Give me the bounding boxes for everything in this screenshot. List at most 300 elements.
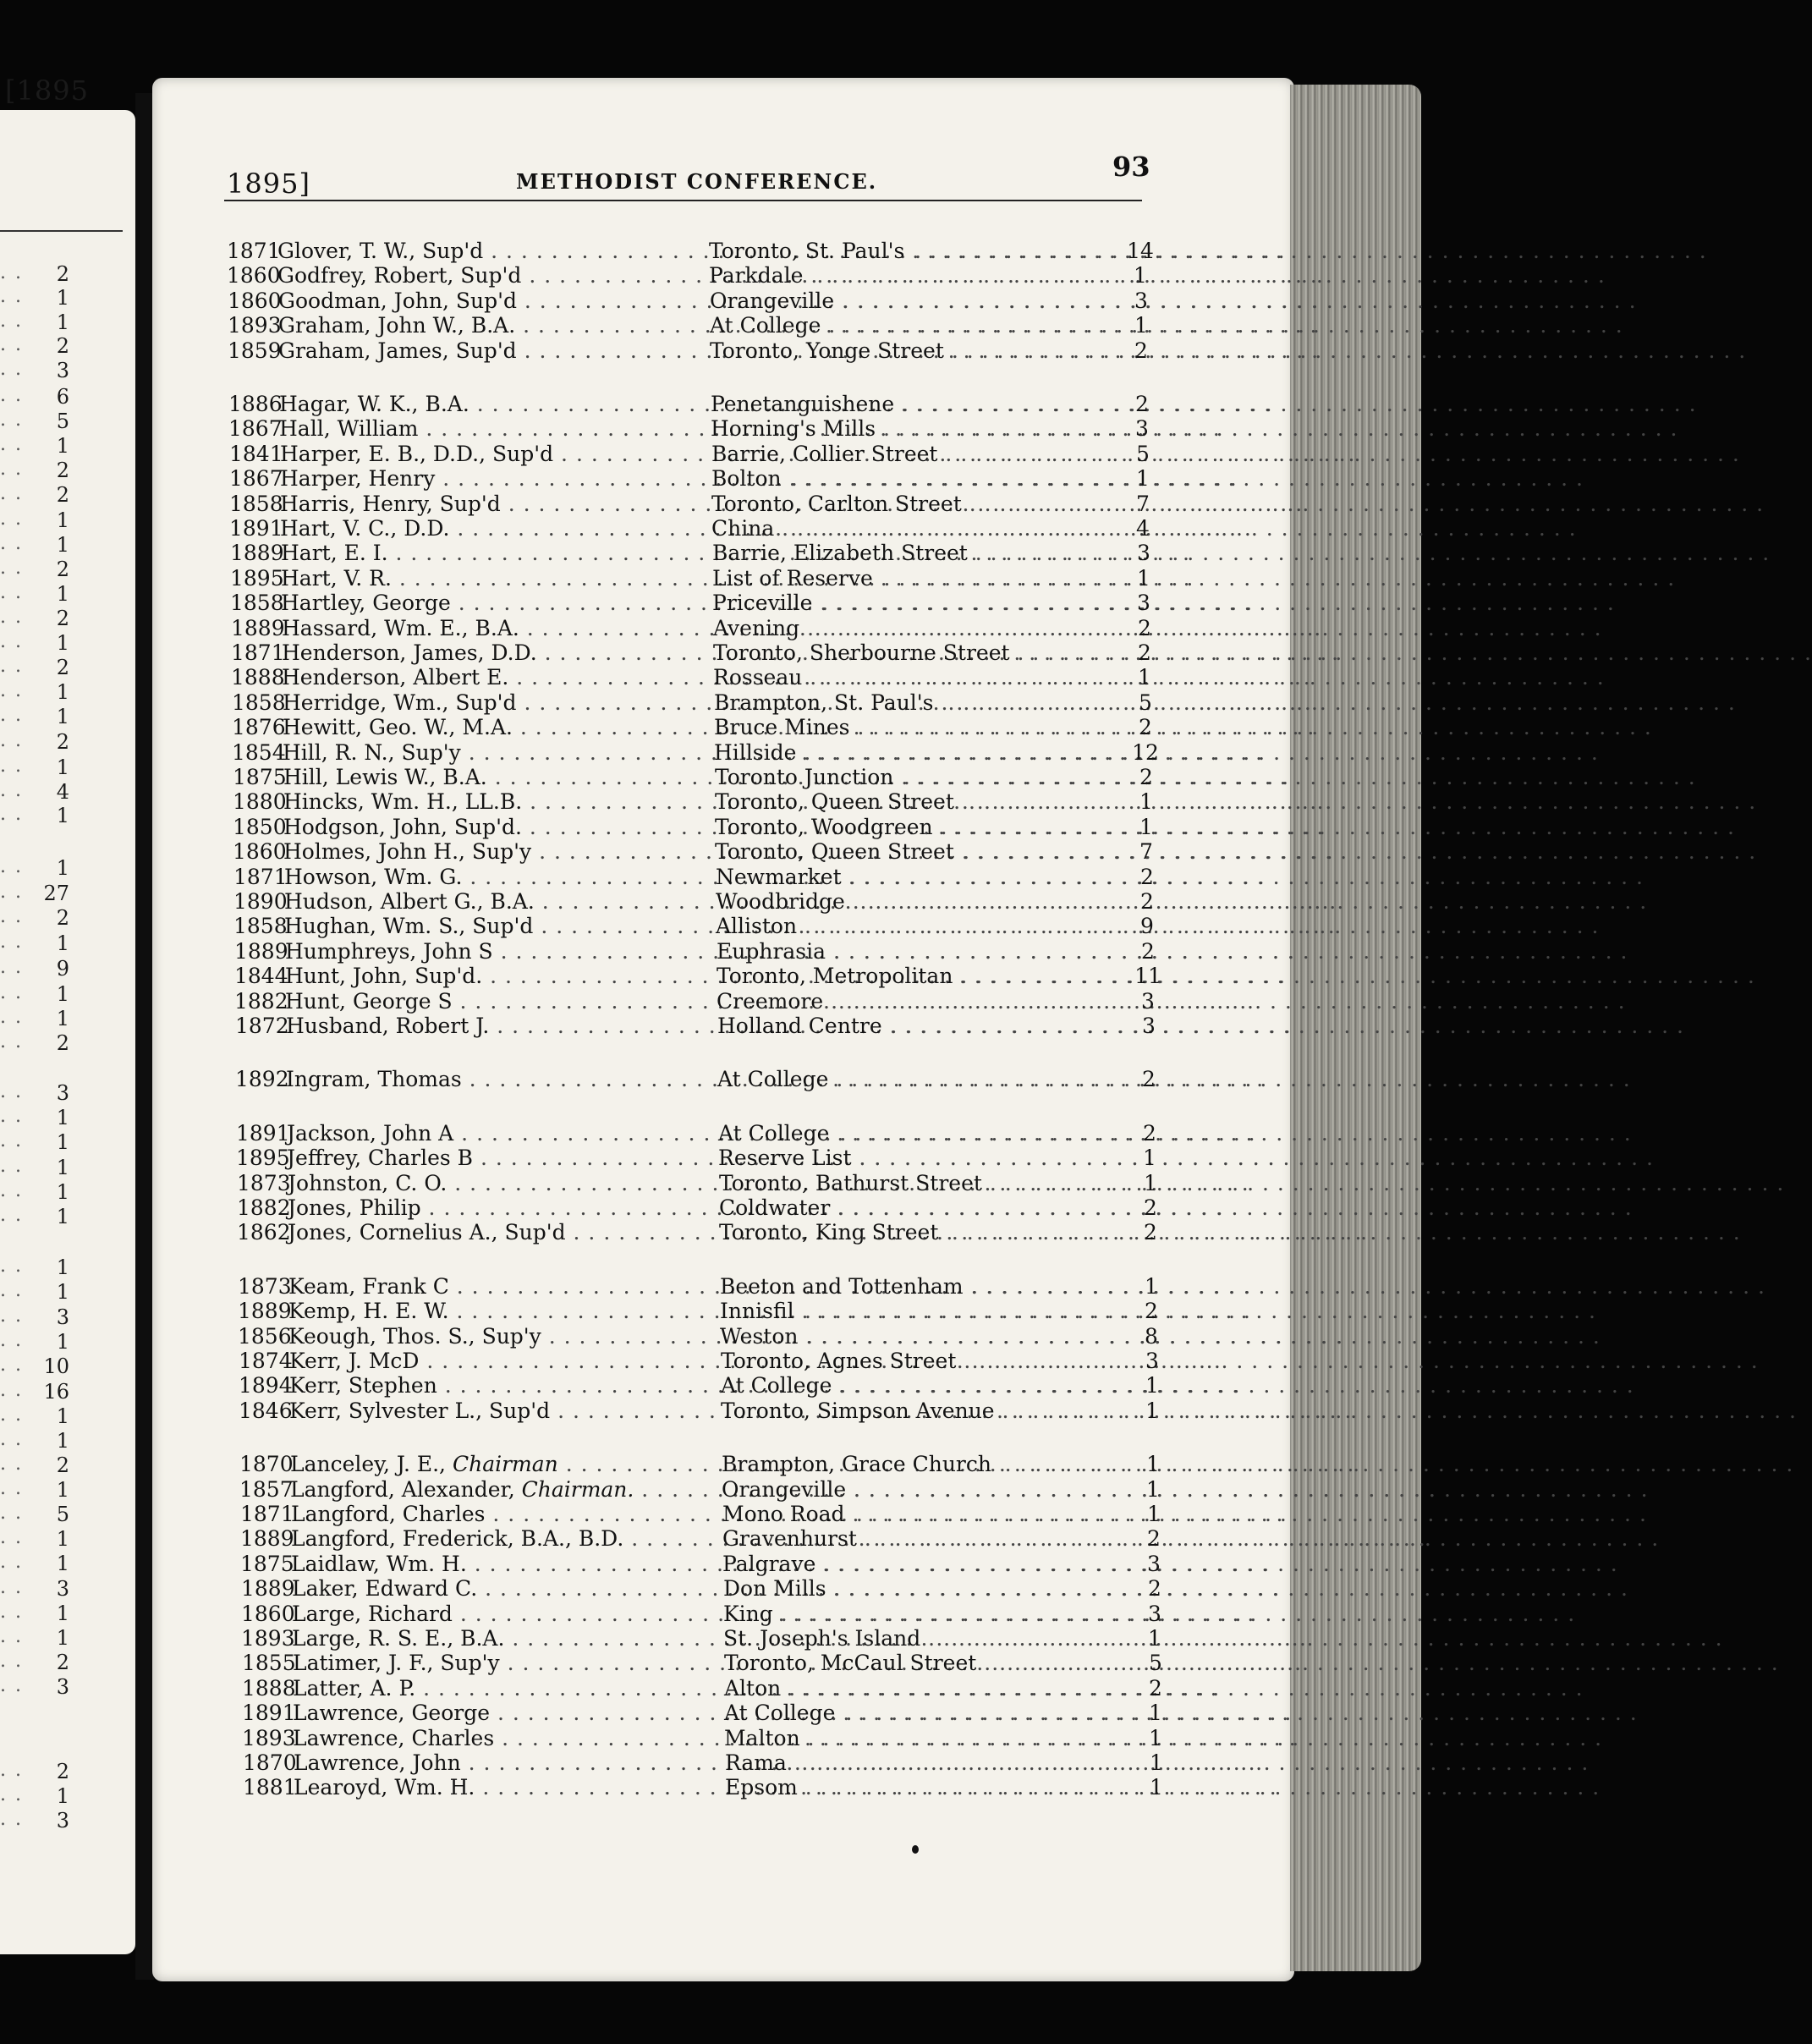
entry-row [229, 516, 1150, 541]
left-years-number: 1 [56, 1478, 69, 1502]
entry-station: Toronto, Metropolitan . . . [717, 964, 1106, 989]
entry-years: 1 [1138, 665, 1151, 690]
entry-row [237, 1220, 1157, 1245]
left-years-number: 3 [56, 1675, 69, 1699]
entry-year: 1855 [242, 1651, 296, 1676]
left-years-number: 1 [56, 434, 69, 458]
left-years-number: 9 [56, 957, 69, 981]
entry-year: 1858 [233, 914, 288, 939]
entry-station: Mono Road . . . [722, 1502, 1112, 1527]
entry-name: Goodman, John, Sup'd . . . [278, 288, 735, 314]
left-years-number: 3 [56, 1081, 69, 1105]
entry-station: Beeton and Tottenham . . . [720, 1274, 1109, 1299]
entry-name: Keough, Thos. S., Sup'y . . . [288, 1324, 745, 1349]
entry-station: At College . . . [721, 1373, 1110, 1398]
entry-year: 1889 [230, 541, 284, 566]
entry-name: Kerr, J. McD . . . [289, 1349, 746, 1374]
entry-years: 1 [1134, 263, 1147, 288]
entry-station: Alton . . . [724, 1676, 1113, 1701]
entry-name: Humphreys, John S . . . [285, 939, 742, 964]
left-leader-dots: . . [0, 1380, 23, 1401]
entry-row [242, 1725, 1162, 1751]
entry-row [234, 964, 1161, 989]
entry-name: Large, R. S. E., B.A. . . . [292, 1626, 749, 1651]
entry-years: 7 [1136, 491, 1150, 516]
entry-year: 1858 [229, 491, 283, 516]
entry-row [227, 263, 1147, 288]
entry-name: Hart, V. R. . . . [281, 566, 738, 591]
entry-station: China . . . [711, 516, 1101, 541]
entry-years: 1 [1150, 1775, 1163, 1800]
entry-years: 2 [1138, 615, 1151, 640]
left-years-number: 1 [56, 931, 69, 955]
entry-row [230, 541, 1150, 566]
left-years-number: 2 [56, 1031, 69, 1055]
entry-name: Godfrey, Robert, Sup'd . . . [277, 263, 734, 288]
entry-station: Coldwater . . . [719, 1195, 1108, 1221]
entry-station: At College . . . [710, 313, 1099, 338]
left-years-number: 2 [56, 459, 69, 482]
left-leader-dots: . . [0, 705, 23, 726]
left-years-number: 2 [56, 334, 69, 358]
entry-name: Howson, Wm. G. . . . [284, 865, 741, 890]
entry-year: 1874 [239, 1349, 293, 1373]
entry-name: Lanceley, J. E., Chairman . . . [290, 1452, 747, 1477]
entry-name: Harris, Henry, Sup'd . . . [280, 492, 737, 517]
entry-station: Barrie, Collier Street . . . [711, 442, 1101, 467]
entry-station: Innisfil . . . [720, 1299, 1109, 1324]
entry-name: Jeffrey, Charles B . . . [287, 1146, 744, 1171]
left-years-number: 1 [56, 1256, 69, 1279]
entry-name: Hassard, Wm. E., B.A. . . . [282, 616, 739, 641]
entry-years: 2 [1144, 1195, 1157, 1220]
entry-row [233, 789, 1153, 815]
left-leader-dots: . . [0, 1031, 23, 1052]
entry-name: Large, Richard . . . [292, 1602, 749, 1627]
left-years-number: 1 [56, 680, 69, 704]
entry-row [230, 565, 1150, 591]
entry-row [228, 338, 1148, 364]
left-years-number: 1 [56, 1527, 69, 1551]
left-leader-dots: . . [0, 1602, 23, 1623]
entry-station: Parkdale . . . [709, 263, 1098, 288]
left-leader-dots: . . [0, 1205, 23, 1226]
left-leader-dots: . . [0, 459, 23, 480]
left-leader-dots: . . [0, 508, 23, 530]
entry-station: Gravenhurst . . . [722, 1526, 1112, 1552]
entry-years: 8 [1145, 1323, 1158, 1349]
entry-station: Horning's Mills . . . [711, 416, 1100, 442]
left-leader-dots: . . [0, 310, 23, 332]
left-leader-dots: . . [0, 434, 23, 455]
left-years-number: 3 [56, 359, 69, 382]
entry-station: Reserve List . . . [718, 1146, 1107, 1171]
entry-years: 2 [1148, 1576, 1161, 1602]
entry-years: 2 [1135, 392, 1149, 416]
page-header-title: METHODIST CONFERENCE. [516, 169, 878, 194]
entry-row [228, 313, 1148, 338]
entry-year: 1870 [239, 1452, 294, 1477]
entry-row [229, 466, 1150, 492]
entry-year: 1893 [242, 1725, 296, 1750]
left-leader-dots: . . [0, 1577, 23, 1598]
entry-year: 1890 [233, 889, 288, 914]
entry-years: 1 [1145, 1398, 1159, 1423]
left-leader-dots: . . [0, 756, 23, 777]
entry-name: Graham, James, Sup'd . . . [278, 338, 735, 364]
entry-year: 1854 [232, 739, 286, 765]
left-leader-dots: . . [0, 1527, 23, 1548]
left-leader-dots: . . [0, 1280, 23, 1301]
entry-year: 1889 [240, 1526, 294, 1552]
entry-station: Toronto, Queen Street . . . [715, 789, 1104, 815]
entry-station: Toronto, Bathurst Street . . . [719, 1171, 1108, 1196]
entry-name: Jones, Philip . . . [288, 1195, 744, 1221]
left-leader-dots: . . [0, 1478, 23, 1499]
left-leader-dots: . . [0, 1305, 23, 1327]
entry-row [240, 1551, 1161, 1577]
left-years-number: 1 [56, 804, 69, 827]
entry-station: Toronto Junction . . . [715, 765, 1104, 790]
entry-row [240, 1502, 1161, 1527]
entry-row [234, 938, 1155, 964]
entry-station: Bolton . . . [711, 466, 1101, 492]
entry-year: 1860 [241, 1601, 295, 1626]
entry-row [237, 1195, 1157, 1221]
entry-year: 1871 [231, 640, 285, 665]
entry-station: Orangeville . . . [710, 288, 1099, 314]
entry-row [232, 739, 1159, 766]
left-leader-dots: . . [0, 680, 23, 701]
left-years-number: 3 [56, 1577, 69, 1601]
entry-year: 1871 [227, 239, 281, 263]
entry-year: 1872 [235, 1014, 289, 1038]
left-leader-dots: . . [0, 533, 23, 554]
entry-station: Rosseau . . . [713, 665, 1102, 690]
entry-row [238, 1323, 1158, 1349]
entry-row [228, 288, 1148, 314]
left-leader-dots: . . [0, 1651, 23, 1672]
left-leader-dots: . . [0, 656, 23, 677]
entry-row [233, 839, 1153, 865]
entry-station: Toronto, Agnes Street . . . [721, 1349, 1110, 1374]
entry-station: Alliston . . . [716, 914, 1105, 939]
entry-station: Epsom . . . [725, 1775, 1114, 1800]
left-years-number: 3 [56, 1809, 69, 1832]
entry-name: Harper, Henry . . . [280, 466, 737, 492]
entry-station: Toronto, Carlton Street . . . [711, 492, 1101, 517]
entry-year: 1891 [242, 1701, 296, 1726]
entry-row [243, 1750, 1163, 1776]
entry-year: 1873 [237, 1170, 291, 1195]
entry-year: 1886 [228, 392, 283, 416]
left-leader-dots: . . [0, 780, 23, 801]
left-years-number: 1 [56, 756, 69, 779]
left-years-number: 1 [56, 856, 69, 880]
entry-station: Toronto, St. Paul's . . . [709, 239, 1098, 264]
left-leader-dots: . . [0, 409, 23, 431]
entry-year: 1844 [234, 964, 288, 989]
entry-years: 3 [1137, 591, 1150, 616]
left-years-number: 2 [56, 656, 69, 679]
entry-years: 2 [1145, 1299, 1158, 1324]
left-leader-dots: . . [0, 1180, 23, 1201]
left-leader-dots: . . [0, 1130, 23, 1151]
entry-year: 1889 [231, 615, 285, 640]
entry-row [229, 441, 1150, 467]
entry-station: At College . . . [717, 1067, 1106, 1092]
entry-name: Henderson, Albert E. . . . [282, 665, 739, 690]
entry-years: 1 [1139, 789, 1153, 815]
entry-name: Kemp, H. E. W. . . . [288, 1299, 745, 1324]
entry-name: Lawrence, Charles . . . [293, 1726, 750, 1751]
left-years-number: 1 [56, 1280, 69, 1304]
entry-years: 2 [1134, 338, 1148, 363]
left-years-number: 1 [56, 1205, 69, 1228]
left-leader-dots: . . [0, 483, 23, 504]
entry-years: 5 [1136, 441, 1150, 466]
entry-year: 1891 [236, 1120, 290, 1146]
entry-name: Hart, E. I. . . . [281, 541, 738, 566]
left-leader-dots: . . [0, 607, 23, 628]
entry-year: 1860 [233, 839, 287, 865]
left-years-number: 1 [56, 508, 69, 532]
entry-years: 3 [1141, 988, 1155, 1014]
entry-name: Hall, William . . . [279, 416, 736, 442]
entry-station: Barrie, Elizabeth Street . . . [712, 541, 1101, 566]
entry-years: 1 [1146, 1476, 1160, 1502]
left-leader-dots: . . [0, 1429, 23, 1450]
entry-name: Hudson, Albert G., B.A. . . . [284, 889, 741, 915]
entry-year: 1867 [229, 466, 283, 492]
left-years-number: 1 [56, 982, 69, 1006]
entry-row [242, 1675, 1162, 1701]
entry-years: 3 [1142, 1014, 1156, 1038]
left-years-number: 1 [56, 1330, 69, 1354]
entry-name: Husband, Robert J. . . . [286, 1014, 743, 1039]
entry-name: Hincks, Wm. H., LL.B. . . . [283, 789, 740, 815]
entry-name: Kerr, Sylvester L., Sup'd . . . [289, 1398, 746, 1424]
entry-years: 7 [1139, 839, 1153, 865]
entry-year: 1841 [229, 441, 283, 466]
entry-name: Laidlaw, Wm. H. . . . [291, 1552, 748, 1577]
entry-name: Latter, A. P. . . . [293, 1676, 750, 1701]
entry-years: 5 [1149, 1651, 1162, 1676]
left-page-rule [0, 230, 123, 232]
entry-years: 1 [1136, 466, 1150, 492]
left-years-number: 1 [56, 1156, 69, 1179]
left-leader-dots: . . [0, 856, 23, 877]
left-years-number: 5 [56, 409, 69, 433]
entry-station: Toronto, Queen Street . . . [715, 839, 1104, 865]
left-leader-dots: . . [0, 882, 23, 903]
entry-years: 2 [1142, 1067, 1156, 1092]
left-years-number: 2 [56, 262, 69, 286]
entry-station: Rama . . . [725, 1750, 1114, 1776]
left-leader-dots: . . [0, 1760, 23, 1781]
entry-station: Palgrave . . . [722, 1552, 1112, 1577]
entry-year: 1882 [234, 988, 288, 1014]
entry-year: 1895 [230, 565, 284, 591]
entry-row [228, 392, 1149, 417]
entry-row [239, 1398, 1159, 1424]
entry-years: 4 [1136, 516, 1150, 541]
entry-row [236, 1120, 1156, 1146]
left-page-header: [1895 [5, 74, 89, 107]
entry-years: 2 [1143, 1120, 1156, 1146]
entry-years: 1 [1147, 1502, 1161, 1526]
left-years-number: 1 [56, 533, 69, 557]
left-years-number: 1 [56, 1130, 69, 1154]
left-years-number: 2 [56, 558, 69, 581]
entry-row [229, 491, 1150, 517]
entry-year: 1889 [238, 1299, 292, 1324]
entry-name: Lawrence, John . . . [294, 1750, 750, 1776]
left-years-number: 1 [56, 1626, 69, 1650]
entry-year: 1892 [235, 1067, 289, 1092]
left-years-number: 1 [56, 631, 69, 655]
entry-name: Jones, Cornelius A., Sup'd . . . [288, 1220, 744, 1245]
entry-year: 1882 [237, 1195, 291, 1220]
entry-name: Hagar, W. K., B.A. . . . [279, 392, 736, 417]
entry-years: 1 [1145, 1373, 1159, 1398]
entry-row [232, 715, 1152, 740]
left-years-number: 6 [56, 385, 69, 409]
left-leader-dots: . . [0, 1552, 23, 1573]
entry-row [238, 1273, 1158, 1299]
entry-year: 1881 [243, 1775, 297, 1800]
entry-station: List of Reserve . . . [712, 566, 1101, 591]
left-leader-dots: . . [0, 1809, 23, 1830]
entry-name: Henderson, James, D.D. . . . [282, 640, 739, 666]
left-leader-dots: . . [0, 582, 23, 603]
entry-station: Newmarket . . . [716, 865, 1105, 890]
entry-row [237, 1170, 1157, 1196]
left-years-number: 2 [56, 906, 69, 930]
entry-row [231, 615, 1151, 641]
entry-name: Learoyd, Wm. H. . . . [294, 1775, 750, 1800]
entry-station: St. Joseph's Island . . . [723, 1626, 1112, 1651]
entry-years: 3 [1145, 1349, 1159, 1373]
entry-row [234, 988, 1155, 1014]
entry-year: 1873 [238, 1273, 292, 1299]
left-leader-dots: . . [0, 1626, 23, 1647]
entry-row [242, 1701, 1162, 1726]
entry-row [233, 864, 1154, 890]
left-leader-dots: . . [0, 982, 23, 1003]
entry-year: 1856 [238, 1323, 292, 1349]
entry-name: Langford, Charles . . . [291, 1502, 748, 1527]
left-years-number: 3 [56, 1305, 69, 1329]
entry-year: 1889 [234, 938, 288, 964]
entry-row [231, 640, 1151, 666]
entry-years: 3 [1134, 288, 1148, 313]
entry-year: 1859 [228, 338, 282, 363]
entry-year: 1889 [241, 1576, 295, 1602]
entry-row [233, 889, 1154, 915]
entry-years: 2 [1139, 765, 1153, 789]
left-leader-dots: . . [0, 334, 23, 355]
entry-station: Toronto, Simpson Avenue . . . [721, 1398, 1110, 1424]
left-years-number: 2 [56, 1453, 69, 1477]
left-leader-dots: . . [0, 385, 23, 406]
entry-year: 1860 [228, 288, 282, 313]
entry-year: 1875 [233, 765, 287, 789]
entry-row [227, 239, 1154, 264]
entry-years: 1 [1143, 1146, 1156, 1171]
entry-row [231, 665, 1151, 690]
left-years-number: 1 [56, 1429, 69, 1453]
left-years-number: 1 [56, 1007, 69, 1030]
left-leader-dots: . . [0, 957, 23, 978]
entry-row [243, 1775, 1163, 1800]
entry-years: 2 [1139, 715, 1152, 740]
entry-year: 1867 [228, 416, 283, 442]
entry-station: Toronto, McCaul Street . . . [724, 1651, 1113, 1676]
entry-station: Hillside . . . [714, 740, 1103, 766]
left-leader-dots: . . [0, 931, 23, 953]
left-leader-dots: . . [0, 1503, 23, 1524]
entry-year: 1876 [232, 715, 286, 740]
header-rule [224, 200, 1142, 201]
entry-row [233, 765, 1153, 790]
left-years-number: 1 [56, 286, 69, 310]
left-leader-dots: . . [0, 1156, 23, 1177]
entry-year: 1871 [240, 1502, 294, 1526]
entry-station: King . . . [723, 1602, 1112, 1627]
entry-years: 1 [1144, 1170, 1157, 1195]
entry-row [233, 814, 1153, 840]
left-leader-dots: . . [0, 1354, 23, 1376]
left-years-number: 2 [56, 1651, 69, 1674]
entry-station: At College . . . [718, 1121, 1107, 1146]
entry-years: 9 [1140, 914, 1154, 939]
left-leader-dots: . . [0, 558, 23, 579]
entry-years: 1 [1139, 814, 1153, 839]
entry-row [239, 1452, 1160, 1477]
entry-station: Priceville . . . [712, 591, 1101, 616]
entry-year: 1858 [232, 690, 286, 715]
entry-years: 2 [1140, 889, 1154, 914]
left-years-number: 1 [56, 310, 69, 334]
left-years-number: 16 [43, 1380, 69, 1404]
entry-years: 3 [1137, 541, 1150, 566]
entry-station: Toronto, Woodgreen . . . [715, 815, 1104, 840]
left-leader-dots: . . [0, 262, 23, 283]
left-leader-dots: . . [0, 1453, 23, 1475]
entry-years: 12 [1132, 739, 1159, 765]
entry-station: Euphrasia . . . [717, 939, 1106, 964]
entry-name: Kerr, Stephen . . . [289, 1373, 746, 1398]
entry-years: 1 [1149, 1725, 1162, 1750]
entry-row [236, 1146, 1156, 1171]
left-leader-dots: . . [0, 1784, 23, 1805]
entry-year: 1850 [233, 814, 287, 839]
entry-years: 1 [1146, 1452, 1160, 1477]
entry-row [239, 1373, 1159, 1398]
left-years-number: 1 [56, 1552, 69, 1575]
left-years-number: 4 [56, 780, 69, 804]
left-leader-dots: . . [0, 1081, 23, 1102]
entry-years: 1 [1148, 1626, 1161, 1651]
entry-year: 1862 [237, 1220, 291, 1245]
left-leader-dots: . . [0, 730, 23, 751]
entry-year: 1891 [229, 516, 283, 541]
left-leader-dots: . . [0, 1404, 23, 1426]
entry-year: 1860 [227, 263, 281, 288]
entry-row [242, 1651, 1162, 1676]
entry-name: Hodgson, John, Sup'd. . . . [283, 815, 740, 840]
